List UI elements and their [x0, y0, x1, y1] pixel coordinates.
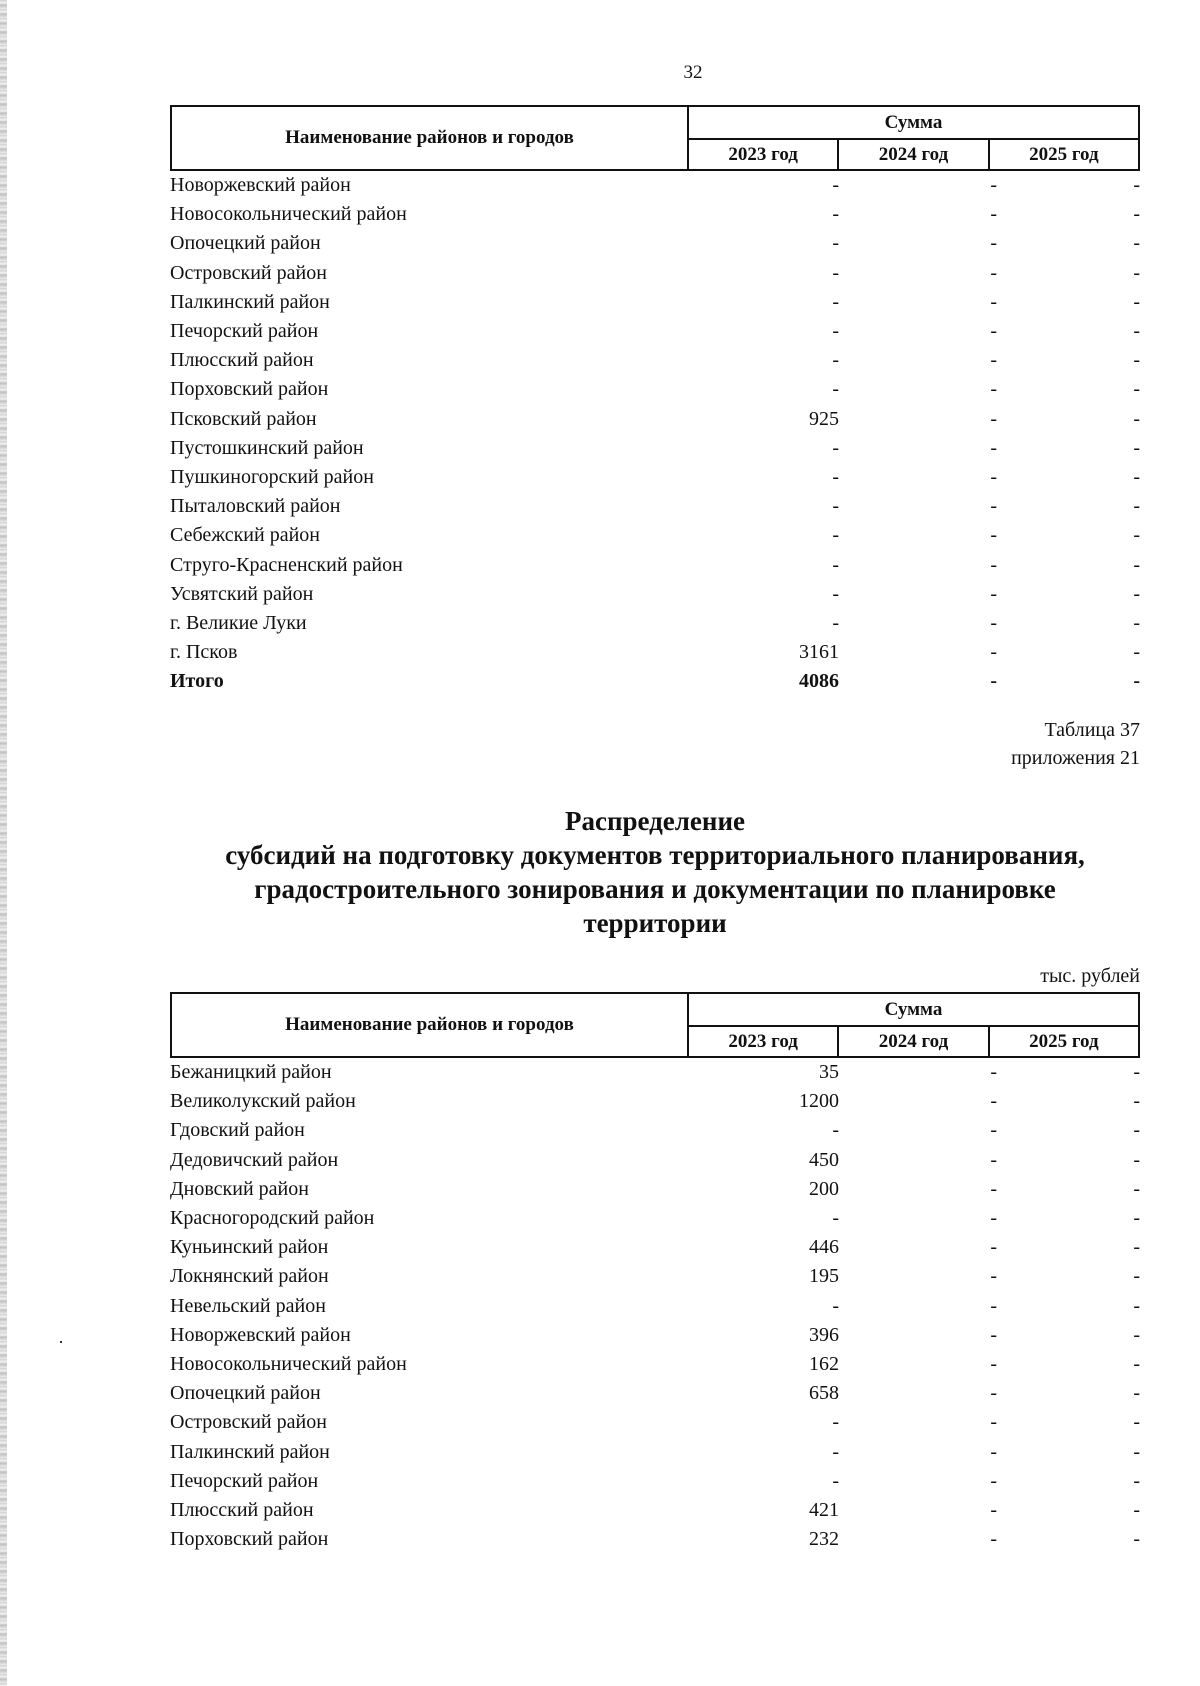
title-line-1: Распределение: [564, 806, 746, 836]
header-year-2025: 2025 год: [989, 139, 1139, 170]
value-2023-cell: -: [832, 261, 839, 284]
value-2023-cell: -: [832, 1207, 839, 1230]
table-row: [170, 259, 1140, 288]
value-2025-cell: -: [1133, 1411, 1140, 1434]
value-2023-cell: 232: [809, 1528, 839, 1551]
value-2025-cell: -: [1133, 1440, 1140, 1463]
value-2023-cell: -: [832, 290, 839, 313]
value-2023-cell: 3161: [799, 641, 839, 664]
table-row: [170, 638, 1140, 667]
value-2025-cell: -: [1133, 1528, 1140, 1551]
value-2023-cell: -: [832, 378, 839, 401]
value-2024-cell: -: [990, 495, 997, 518]
value-2024-cell: -: [990, 670, 997, 693]
value-2024-cell: -: [990, 1207, 997, 1230]
value-2023-cell: 200: [809, 1177, 839, 1200]
value-2023-cell: -: [832, 232, 839, 255]
value-2025-cell: -: [1133, 1207, 1140, 1230]
title-line-3: градостроительного зонирования и документации по планировке: [254, 874, 1056, 904]
value-2023-cell: -: [832, 349, 839, 372]
table-row: [170, 1146, 1140, 1175]
value-2024-cell: -: [990, 320, 997, 343]
value-2025-cell: -: [1133, 290, 1140, 313]
value-2024-cell: -: [990, 1265, 997, 1288]
value-2024-cell: -: [990, 553, 997, 576]
value-2023-cell: -: [832, 436, 839, 459]
table-row: [170, 609, 1140, 638]
value-2023-cell: -: [832, 320, 839, 343]
district-name-cell: Локнянский район: [170, 1265, 329, 1288]
value-2024-cell: -: [990, 349, 997, 372]
value-2023-cell: 446: [809, 1236, 839, 1259]
value-2023-cell: 396: [809, 1323, 839, 1346]
header-year-2023: 2023 год: [688, 139, 838, 170]
value-2025-cell: -: [1133, 1498, 1140, 1521]
value-2025-cell: -: [1133, 495, 1140, 518]
district-name-cell: Порховский район: [170, 378, 329, 401]
value-2024-cell: -: [990, 407, 997, 430]
table-row: [170, 200, 1140, 229]
value-2025-cell: -: [1133, 174, 1140, 197]
table-row: [170, 1321, 1140, 1350]
table-row: [170, 1292, 1140, 1321]
value-2024-cell: -: [990, 203, 997, 226]
value-2024-cell: -: [990, 1236, 997, 1259]
value-2024-cell: -: [990, 582, 997, 605]
value-2025-cell: -: [1133, 553, 1140, 576]
value-2024-cell: -: [990, 1469, 997, 1492]
district-name-cell: Печорский район: [170, 320, 319, 343]
value-2023-cell: -: [832, 524, 839, 547]
value-2024-cell: -: [990, 1119, 997, 1142]
district-name-cell: Красногородский район: [170, 1207, 375, 1230]
table-row: [170, 463, 1140, 492]
value-2024-cell: -: [990, 378, 997, 401]
header-sum: Сумма: [688, 106, 1139, 139]
header-name-column: Наименование районов и городов: [171, 106, 688, 170]
district-name-cell: г. Великие Луки: [170, 611, 307, 634]
value-2023-cell: -: [832, 611, 839, 634]
table-row: [170, 171, 1140, 200]
value-2025-cell: -: [1133, 436, 1140, 459]
value-2023-cell: 658: [809, 1382, 839, 1405]
value-2025-cell: -: [1133, 232, 1140, 255]
title-line-4: территории: [583, 908, 727, 938]
value-2024-cell: -: [990, 290, 997, 313]
header-year-2023: 2023 год: [688, 1026, 838, 1057]
district-name-cell: Итого: [170, 670, 224, 693]
value-2025-cell: -: [1133, 1265, 1140, 1288]
value-2023-cell: -: [832, 174, 839, 197]
district-name-cell: Великолукский район: [170, 1090, 356, 1113]
value-2024-cell: -: [990, 1148, 997, 1171]
table-row: [170, 492, 1140, 521]
table-2-body: [170, 1058, 1140, 1554]
value-2024-cell: -: [990, 436, 997, 459]
value-2025-cell: -: [1133, 203, 1140, 226]
value-2024-cell: -: [990, 1177, 997, 1200]
district-name-cell: Палкинский район: [170, 1440, 330, 1463]
table-row: [170, 1467, 1140, 1496]
value-2023-cell: 1200: [799, 1090, 839, 1113]
value-2025-cell: -: [1133, 1177, 1140, 1200]
value-2025-cell: -: [1133, 641, 1140, 664]
section-title: [170, 804, 1140, 940]
value-2025-cell: -: [1133, 582, 1140, 605]
units-label: тыс. рублей: [1040, 965, 1140, 987]
table-row: [170, 346, 1140, 375]
table-1-header: [170, 105, 1140, 171]
value-2025-cell: -: [1133, 1382, 1140, 1405]
value-2025-cell: -: [1133, 1148, 1140, 1171]
value-2025-cell: -: [1133, 524, 1140, 547]
district-name-cell: г. Псков: [170, 641, 238, 664]
table-row: [170, 1058, 1140, 1087]
value-2024-cell: -: [990, 1352, 997, 1375]
value-2025-cell: -: [1133, 1352, 1140, 1375]
value-2025-cell: -: [1133, 465, 1140, 488]
value-2023-cell: -: [832, 1469, 839, 1492]
table-row: [170, 1350, 1140, 1379]
value-2025-cell: -: [1133, 1090, 1140, 1113]
district-name-cell: Палкинский район: [170, 290, 330, 313]
district-name-cell: Куньинский район: [170, 1236, 329, 1259]
district-name-cell: Порховский район: [170, 1528, 329, 1551]
value-2025-cell: -: [1133, 1236, 1140, 1259]
table-row: [170, 405, 1140, 434]
table-row: [170, 580, 1140, 609]
table-row: [170, 288, 1140, 317]
value-2025-cell: -: [1133, 1061, 1140, 1084]
table-row: [170, 317, 1140, 346]
district-name-cell: Невельский район: [170, 1294, 326, 1317]
value-2024-cell: -: [990, 1528, 997, 1551]
district-name-cell: Псковский район: [170, 407, 317, 430]
value-2025-cell: -: [1133, 1469, 1140, 1492]
value-2024-cell: -: [990, 1411, 997, 1434]
value-2023-cell: -: [832, 1119, 839, 1142]
district-name-cell: Струго-Красненский район: [170, 553, 403, 576]
value-2024-cell: -: [990, 1323, 997, 1346]
table-caption-number: Таблица 37: [1044, 719, 1140, 741]
value-2024-cell: -: [990, 1382, 997, 1405]
district-name-cell: Пустошкинский район: [170, 436, 364, 459]
table-2-header: [170, 992, 1140, 1058]
table-row: [170, 1525, 1140, 1554]
district-name-cell: Островский район: [170, 1411, 327, 1434]
value-2025-cell: -: [1133, 320, 1140, 343]
district-name-cell: Себежский район: [170, 524, 320, 547]
value-2025-cell: -: [1133, 261, 1140, 284]
table-caption-appendix: приложения 21: [1011, 747, 1140, 769]
scan-edge: [0, 0, 7, 1686]
value-2025-cell: -: [1133, 378, 1140, 401]
table-row: [170, 1437, 1140, 1466]
table-row: [170, 1233, 1140, 1262]
table-row: [170, 1116, 1140, 1145]
value-2024-cell: -: [990, 524, 997, 547]
value-2023-cell: 195: [809, 1265, 839, 1288]
district-name-cell: Дедовичский район: [170, 1148, 339, 1171]
value-2025-cell: -: [1133, 407, 1140, 430]
scan-speck: [60, 1341, 62, 1343]
district-name-cell: Новосокольнический район: [170, 203, 407, 226]
value-2024-cell: -: [990, 1090, 997, 1113]
value-2024-cell: -: [990, 611, 997, 634]
value-2024-cell: -: [990, 1440, 997, 1463]
value-2024-cell: -: [990, 261, 997, 284]
value-2023-cell: 925: [809, 407, 839, 430]
header-year-2024: 2024 год: [838, 139, 988, 170]
table-row: [170, 1408, 1140, 1437]
table-1-body: [170, 171, 1140, 696]
table-row: [170, 521, 1140, 550]
value-2025-cell: -: [1133, 670, 1140, 693]
value-2024-cell: -: [990, 641, 997, 664]
value-2024-cell: -: [990, 1061, 997, 1084]
value-2025-cell: -: [1133, 349, 1140, 372]
header-sum: Сумма: [688, 993, 1139, 1026]
table-row: [170, 1496, 1140, 1525]
district-name-cell: Усвятский район: [170, 582, 314, 605]
table-row: [170, 1175, 1140, 1204]
district-name-cell: Гдовский район: [170, 1119, 305, 1142]
value-2023-cell: -: [832, 1294, 839, 1317]
value-2023-cell: -: [832, 495, 839, 518]
table-1: [170, 105, 1140, 696]
district-name-cell: Бежаницкий район: [170, 1061, 332, 1084]
value-2023-cell: -: [832, 553, 839, 576]
value-2023-cell: -: [832, 1440, 839, 1463]
district-name-cell: Новоржевский район: [170, 174, 351, 197]
value-2025-cell: -: [1133, 1323, 1140, 1346]
table-row: [170, 550, 1140, 579]
value-2023-cell: -: [832, 465, 839, 488]
value-2023-cell: 162: [809, 1352, 839, 1375]
table-row: [170, 229, 1140, 258]
district-name-cell: Пыталовский район: [170, 495, 341, 518]
district-name-cell: Опочецкий район: [170, 232, 321, 255]
value-2023-cell: 4086: [799, 670, 839, 693]
title-line-2: субсидий на подготовку документов территориального планирования,: [225, 840, 1085, 870]
value-2024-cell: -: [990, 465, 997, 488]
district-name-cell: Плюсский район: [170, 349, 314, 372]
district-name-cell: Пушкиногорский район: [170, 465, 374, 488]
district-name-cell: Новоржевский район: [170, 1323, 351, 1346]
header-year-2024: 2024 год: [838, 1026, 988, 1057]
table-row: [170, 1262, 1140, 1291]
value-2025-cell: -: [1133, 1294, 1140, 1317]
district-name-cell: Дновский район: [170, 1177, 309, 1200]
table-total-row: [170, 667, 1140, 696]
page-number: 32: [683, 62, 703, 83]
district-name-cell: Островский район: [170, 261, 327, 284]
district-name-cell: Плюсский район: [170, 1498, 314, 1521]
value-2024-cell: -: [990, 1294, 997, 1317]
header-year-2025: 2025 год: [989, 1026, 1139, 1057]
district-name-cell: Печорский район: [170, 1469, 319, 1492]
table-2: [170, 992, 1140, 1554]
value-2024-cell: -: [990, 174, 997, 197]
value-2023-cell: 421: [809, 1498, 839, 1521]
value-2025-cell: -: [1133, 1119, 1140, 1142]
table-row: [170, 375, 1140, 404]
value-2023-cell: 450: [809, 1148, 839, 1171]
table-row: [170, 1379, 1140, 1408]
district-name-cell: Новосокольнический район: [170, 1352, 407, 1375]
value-2023-cell: -: [832, 582, 839, 605]
district-name-cell: Опочецкий район: [170, 1382, 321, 1405]
value-2023-cell: -: [832, 1411, 839, 1434]
value-2025-cell: -: [1133, 611, 1140, 634]
table-row: [170, 1204, 1140, 1233]
value-2024-cell: -: [990, 1498, 997, 1521]
value-2023-cell: 35: [819, 1061, 839, 1084]
table-row: [170, 434, 1140, 463]
header-name-column: Наименование районов и городов: [171, 993, 688, 1057]
value-2024-cell: -: [990, 232, 997, 255]
value-2023-cell: -: [832, 203, 839, 226]
table-row: [170, 1087, 1140, 1116]
